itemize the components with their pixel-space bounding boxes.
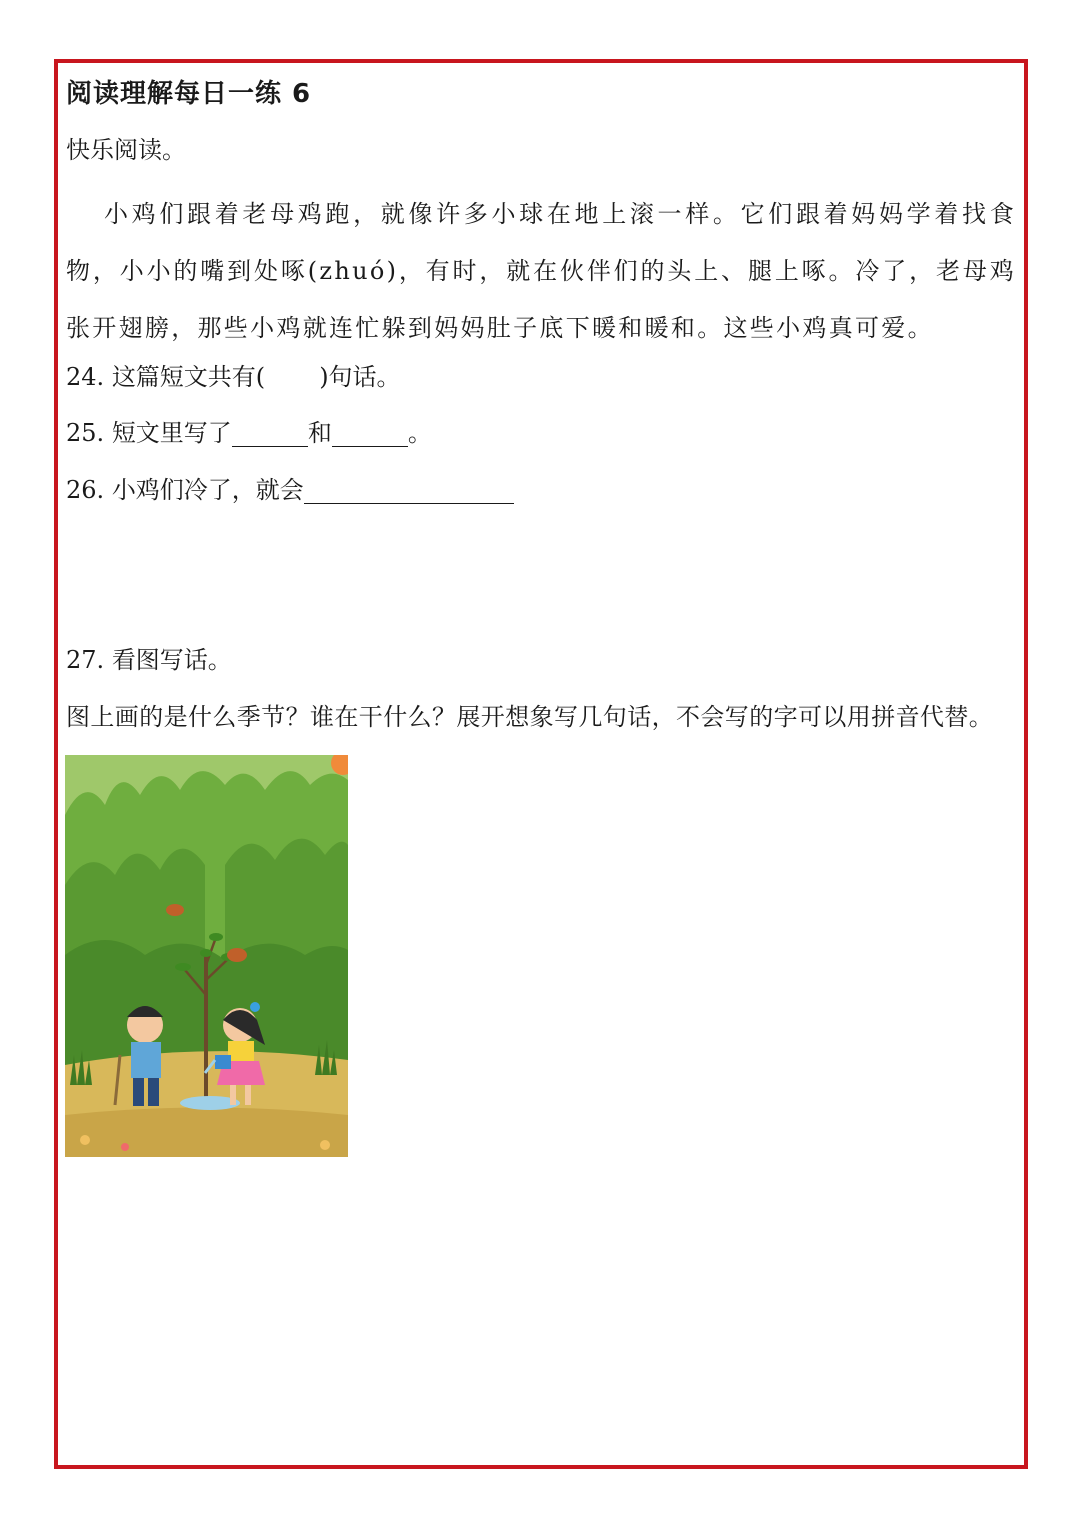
question-26 — [66, 470, 514, 510]
reading-passage: 小鸡们跟着老母鸡跑，就像许多小球在地上滚一样。它们跟着妈妈学着找食物，小小的嘴到处啄(zhuó)，有时，就在伙伴们的头上、腿上啄。冷了，老母鸡张开翅膀，那些小鸡就连忙躲到妈妈肚子底下暖和暖和。这些小鸡真可爱。 — [66, 200, 1016, 342]
question-text: 短文里写了 — [111, 419, 232, 447]
question-24 — [66, 357, 401, 397]
question-number: 25. — [66, 419, 105, 447]
page-title: 阅读理解每日一练 6 — [66, 79, 312, 109]
question-25 — [66, 413, 432, 453]
question-text: )句话。 — [319, 363, 401, 391]
illustration-children-planting-tree — [65, 755, 348, 1157]
answer-blank[interactable] — [232, 416, 308, 447]
question-27 — [66, 640, 232, 680]
question-text: 这篇短文共有( — [111, 363, 266, 391]
question-number: 24. — [66, 363, 105, 391]
question-text: 和 — [307, 419, 332, 447]
question-text: 小鸡们冷了，就会 — [111, 476, 304, 504]
section-label: 快乐阅读。 — [66, 136, 186, 164]
question-27-instruction: 图上画的是什么季节？谁在干什么？展开想象写几句话，不会写的字可以用拼音代替。 — [66, 703, 994, 731]
answer-blank[interactable] — [304, 473, 514, 504]
question-text: 看图写话。 — [111, 646, 232, 674]
answer-blank[interactable] — [332, 416, 408, 447]
question-number: 26. — [66, 476, 105, 504]
question-text: 。 — [407, 419, 432, 447]
question-number: 27. — [66, 646, 105, 674]
